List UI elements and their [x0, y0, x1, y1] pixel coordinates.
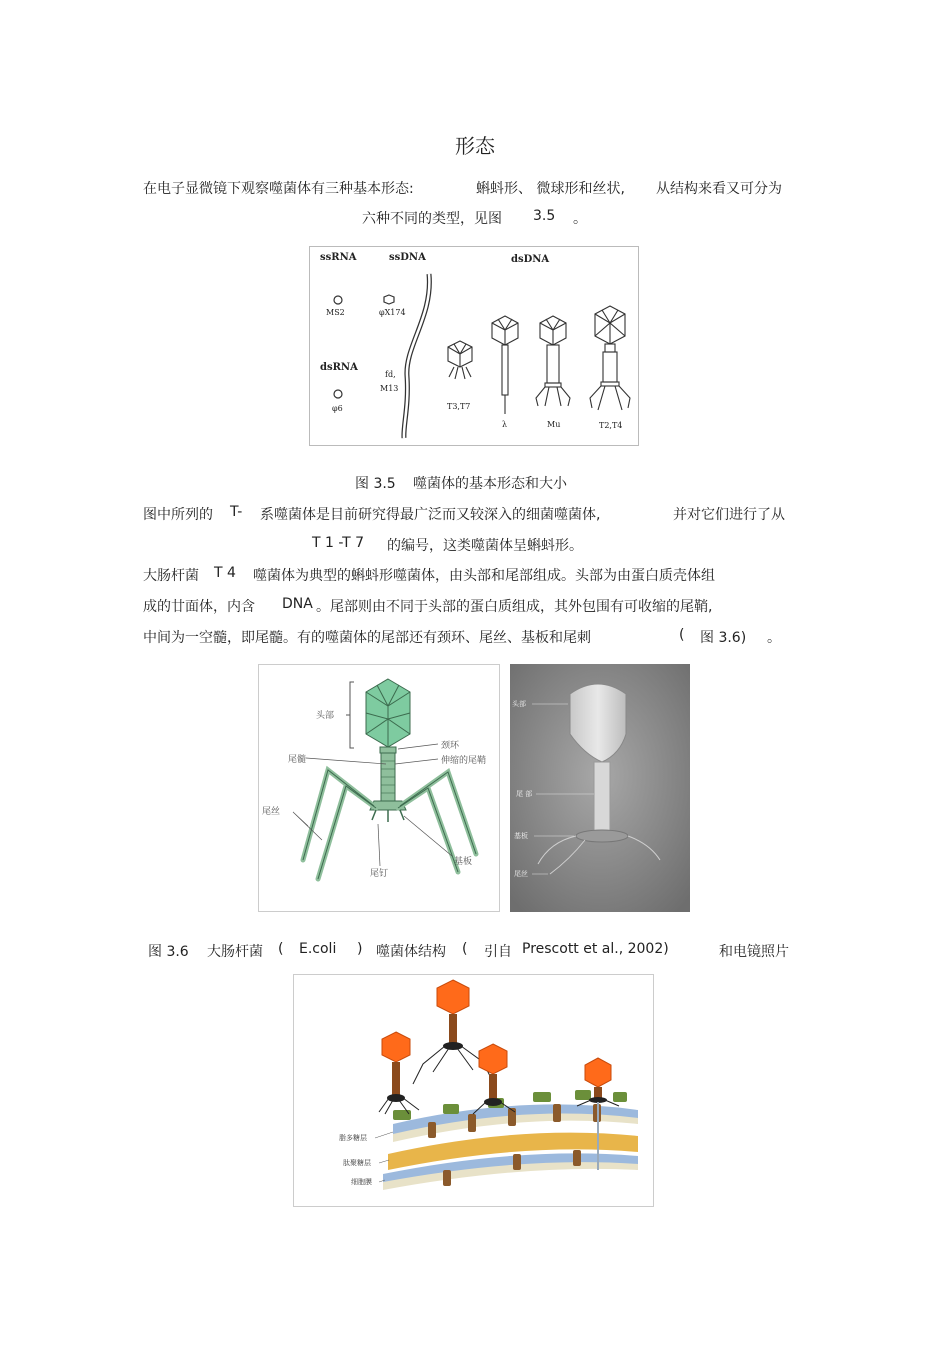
figure-3-5-caption-number: 图 3.5	[355, 476, 396, 492]
header-dsdna: dsDNA	[511, 254, 550, 265]
para3-line1c: 噬菌体为典型的蝌蚪形噬菌体，由头部和尾部组成。头部为由蛋白质壳体组	[253, 568, 715, 584]
t4-structure-diagram	[258, 664, 500, 912]
label-cell-membrane: 细胞膜	[351, 1178, 372, 1186]
para1-line2b: 3.5	[533, 208, 556, 224]
para2-line2b: 的编号，这类噬菌体呈蝌蚪形。	[387, 538, 583, 554]
header-ssdna: ssDNA	[389, 252, 426, 263]
em-label-tail: 尾 部	[516, 790, 533, 798]
label-tail-core: 尾髓	[288, 755, 307, 765]
em-label-baseplate: 基板	[514, 832, 528, 840]
phi6-particle	[334, 390, 342, 398]
section-title: 形态	[455, 134, 495, 158]
para2-line1a: 图中所列的	[143, 507, 213, 523]
label-t3t7: T3,T7	[447, 402, 471, 411]
para3-line2b: DNA	[282, 596, 313, 612]
fig36-caption-g: (	[462, 941, 468, 957]
t4-head-icosahedron	[366, 679, 410, 747]
header-dsrna: dsRNA	[320, 362, 358, 373]
header-ssrna: ssRNA	[320, 252, 357, 263]
em-label-fibers: 尾丝	[514, 870, 528, 878]
para3-line1b: T 4	[214, 565, 236, 581]
para3-line1a: 大肠杆菌	[143, 568, 199, 584]
label-phix174: φX174	[379, 308, 406, 317]
para3-line2c: 。尾部则由不同于头部的蛋白质组成，其外包围有可收缩的尾鞘,	[316, 599, 713, 615]
label-fd: fd,	[385, 370, 396, 379]
fig36-caption-c: (	[278, 941, 284, 957]
em-phage-baseplate	[576, 830, 628, 842]
label-peptidoglycan: 肽聚糖层	[343, 1159, 371, 1167]
fig36-caption-i: Prescott et al., 2002)	[522, 941, 669, 957]
t4-collar	[380, 747, 396, 753]
para2-line1c: 系噬菌体是目前研究得最广泛而又较深入的细菌噬菌体,	[260, 507, 601, 523]
t4-electron-micrograph	[510, 664, 690, 912]
label-tail-pins: 尾钉	[370, 869, 389, 879]
label-mu: Mu	[547, 420, 561, 429]
fig36-caption-h: 引自	[484, 944, 512, 960]
fig36-caption-e: )	[357, 941, 363, 957]
lambda-phage	[492, 316, 518, 414]
figure-3-5	[309, 246, 639, 446]
figure-3-6-em-photo	[510, 664, 690, 912]
figure-3-6-diagram	[258, 664, 500, 912]
fig36-caption-f: 噬菌体结构	[376, 944, 446, 960]
para2-line1d: 并对它们进行了从	[673, 507, 785, 523]
para3-line3b: (	[679, 627, 685, 643]
phage-morphology-diagram	[309, 246, 639, 446]
fig36-caption-j: 和电镜照片	[719, 944, 789, 960]
para3-line2a: 成的廿面体，内含	[143, 599, 255, 615]
para3-line3c: 图 3.6)	[700, 630, 747, 646]
label-contractile-sheath: 伸缩的尾鞘	[441, 756, 487, 766]
para2-line2a: T 1 -T 7	[312, 535, 365, 551]
figure-infection-illustration	[293, 974, 654, 1207]
t4-phage	[590, 306, 630, 410]
para1-line2a: 六种不同的类型，见图	[362, 211, 502, 227]
label-phi6: φ6	[332, 404, 343, 413]
label-lambda: λ	[502, 420, 508, 429]
para1-line2c: 。	[573, 211, 587, 227]
fig36-caption-a: 图 3.6	[148, 944, 189, 960]
label-t2t4: T2,T4	[599, 421, 623, 430]
t7-phage	[448, 341, 472, 379]
ms2-particle	[334, 296, 342, 304]
em-phage-tail	[594, 762, 610, 832]
fig36-caption-d: E.coli	[299, 941, 337, 957]
label-collar: 颈环	[441, 741, 460, 751]
phage-attachment-illustration	[293, 974, 654, 1207]
para3-line3d: 。	[767, 630, 781, 646]
filamentous-phage	[404, 274, 430, 438]
para2-line1b: T-	[230, 504, 243, 520]
para1-line1a: 在电子显微镜下观察噬菌体有三种基本形态:	[143, 181, 414, 197]
label-baseplate: 基板	[454, 857, 473, 867]
label-head: 头部	[316, 711, 335, 721]
phix174-particle	[384, 295, 394, 304]
label-m13: M13	[380, 384, 399, 393]
figure-3-5-caption-text: 噬菌体的基本形态和大小	[413, 476, 567, 492]
label-tail-fibers: 尾丝	[262, 807, 281, 817]
para1-line1c: 从结构来看又可分为	[656, 181, 782, 197]
para3-line3a: 中间为一空髓，即尾髓。有的噬菌体的尾部还有颈环、尾丝、基板和尾刺	[143, 630, 591, 646]
para1-line1b: 蝌蚪形、 微球形和丝状,	[476, 181, 625, 197]
em-label-head: 头部	[512, 700, 526, 708]
mu-phage	[536, 316, 570, 406]
label-ms2: MS2	[326, 308, 345, 317]
fig36-caption-b: 大肠杆菌	[207, 944, 263, 960]
label-lps: 脂多糖层	[339, 1134, 367, 1142]
